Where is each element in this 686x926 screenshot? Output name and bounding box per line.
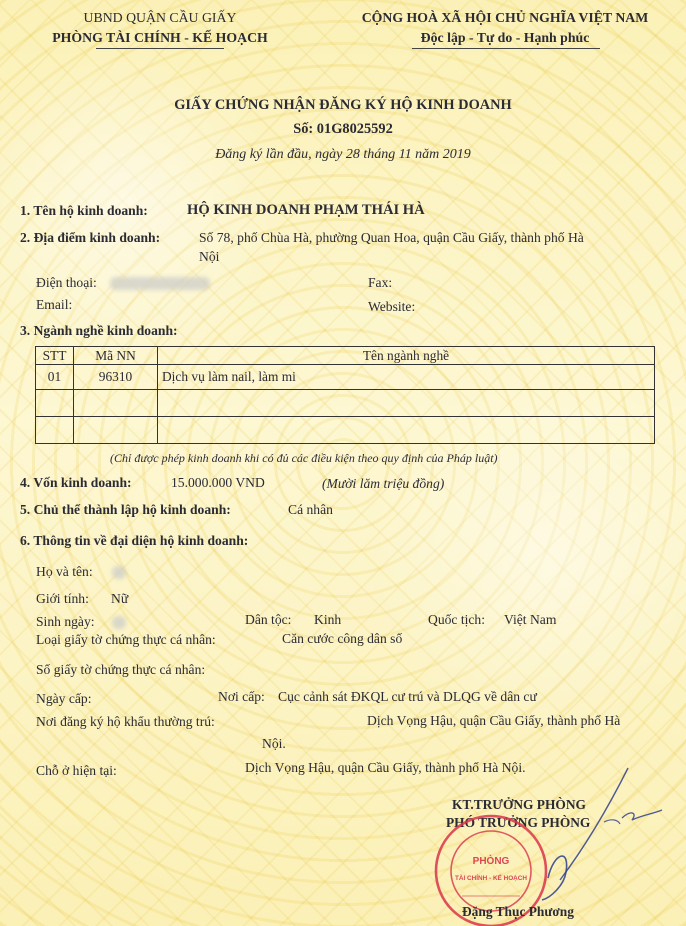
capital-in-words: (Mười lăm triệu đồng) <box>322 476 445 491</box>
gender-value: Nữ <box>111 591 129 606</box>
ethnicity-label: Dân tộc: <box>245 612 292 627</box>
handwritten-signature <box>520 760 680 910</box>
stamp-text-middle: TÀI CHÍNH - KẾ HOẠCH <box>454 875 528 882</box>
table-cell-name <box>158 417 655 444</box>
certificate-number: Số: 01G8025592 <box>293 121 393 137</box>
business-lines-label: 3. Ngành nghề kinh doanh: <box>20 323 178 338</box>
country-name: CỘNG HOÀ XÃ HỘI CHỦ NGHĨA VIỆT NAM <box>361 10 649 25</box>
table-row <box>36 417 655 444</box>
issue-place-value: Cục cảnh sát ĐKQL cư trú và DLQG về dân cư <box>278 689 537 704</box>
representative-label: 6. Thông tin về đại diện hộ kinh doanh: <box>20 533 249 548</box>
capital-value: 15.000.000 VND <box>171 475 265 490</box>
column-header-name: Tên ngành nghề <box>158 347 655 365</box>
id-number-label: Số giấy tờ chứng thực cá nhân: <box>36 662 206 677</box>
authority-underline <box>96 48 224 49</box>
residence-value-line-2: Nội. <box>262 736 286 751</box>
business-address-line-2: Nội <box>199 249 220 264</box>
table-header-row <box>36 347 655 365</box>
residence-value-line-1: Dịch Vọng Hậu, quận Cầu Giấy, thành phố Hà <box>367 713 621 728</box>
redacted-birth-date <box>112 616 126 629</box>
email-label: Email: <box>36 297 73 312</box>
motto-underline <box>412 48 600 49</box>
business-name-label: 1. Tên hộ kinh doanh: <box>20 203 148 218</box>
business-name-value: HỘ KINH DOANH PHẠM THÁI HÀ <box>187 202 425 218</box>
ethnicity-value: Kinh <box>314 612 342 627</box>
stamp-text-top: PHÒNG <box>472 856 510 867</box>
registration-date: Đăng ký lần đầu, ngày 28 tháng 11 năm 2019 <box>215 147 471 162</box>
redacted-phone <box>110 277 210 290</box>
signer-name: Đặng Thục Phương <box>462 904 574 919</box>
table-cell-code <box>74 390 158 417</box>
issue-place-label: Nơi cấp: <box>218 689 265 704</box>
nationality-value: Việt Nam <box>504 612 557 627</box>
document-title: GIẤY CHỨNG NHẬN ĐĂNG KÝ HỘ KINH DOANH <box>174 97 512 113</box>
business-lines-note: (Chỉ được phép kinh doanh khi có đủ các điều kiện theo quy định của Pháp luật) <box>110 451 498 465</box>
column-header-code: Mã NN <box>74 347 158 365</box>
capital-label: 4. Vốn kinh doanh: <box>20 475 132 490</box>
website-label: Website: <box>368 299 416 314</box>
table-cell-stt <box>36 390 74 417</box>
table-cell-code <box>74 417 158 444</box>
national-motto <box>330 8 680 48</box>
table-row <box>36 390 655 417</box>
phone-label: Điện thoại: <box>36 275 97 290</box>
residence-label: Nơi đăng ký hộ khẩu thường trú: <box>36 714 215 729</box>
fax-label: Fax: <box>368 275 393 290</box>
founder-type-value: Cá nhân <box>288 502 333 517</box>
current-address-value: Dịch Vọng Hậu, quận Cầu Giấy, thành phố Hà Nội. <box>245 760 526 775</box>
table-cell-stt: 01 <box>36 365 74 390</box>
gender-label: Giới tính: <box>36 591 89 606</box>
birth-date-label: Sinh ngày: <box>36 614 95 629</box>
id-type-value: Căn cước công dân số <box>282 631 403 646</box>
table-cell-name: Dịch vụ làm nail, làm mi <box>158 365 655 390</box>
authority-line-2: PHÒNG TÀI CHÍNH - KẾ HOẠCH <box>52 30 268 45</box>
nationality-label: Quốc tịch: <box>428 612 486 627</box>
motto: Độc lập - Tự do - Hạnh phúc <box>420 30 590 45</box>
redacted-name <box>112 566 126 579</box>
table-cell-name <box>158 390 655 417</box>
founder-type-label: 5. Chủ thể thành lập hộ kinh doanh: <box>20 502 231 517</box>
table-row <box>36 365 655 390</box>
issue-date-label: Ngày cấp: <box>36 691 92 706</box>
signature-title-2: PHÓ TRƯỞNG PHÒNG <box>446 815 591 830</box>
current-address-label: Chỗ ở hiện tại: <box>36 763 117 778</box>
table-cell-code: 96310 <box>74 365 158 390</box>
business-address-label: 2. Địa điểm kinh doanh: <box>20 230 161 245</box>
table-cell-stt <box>36 417 74 444</box>
business-address-line-1: Số 78, phố Chùa Hà, phường Quan Hoa, quận Cầu Giấy, thành phố Hà <box>199 230 584 245</box>
id-type-label: Loại giấy tờ chứng thực cá nhân: <box>36 632 216 647</box>
issuing-authority <box>20 8 300 48</box>
authority-line-1: UBND QUẬN CẦU GIẤY <box>83 10 237 25</box>
business-lines-table <box>35 346 655 444</box>
column-header-stt: STT <box>36 347 74 365</box>
signature-title-1: KT.TRƯỞNG PHÒNG <box>452 797 586 812</box>
full-name-label: Họ và tên: <box>36 564 93 579</box>
